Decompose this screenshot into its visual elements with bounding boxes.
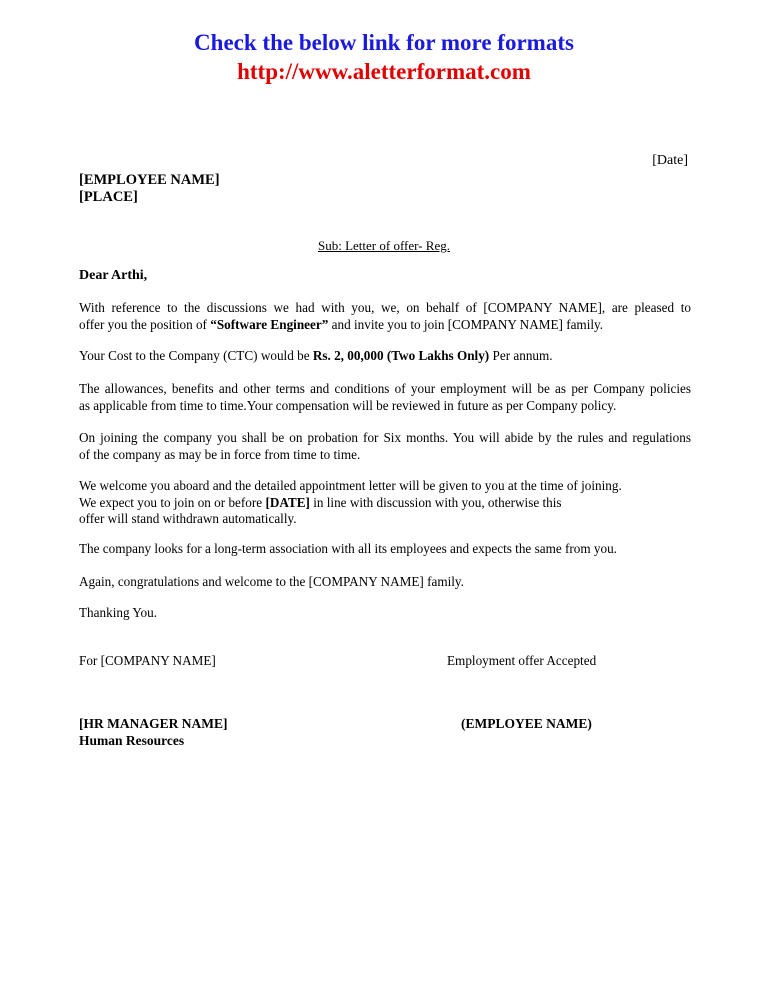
paragraph-line: of the company as may be in force from time to time. xyxy=(79,446,361,462)
paragraph-line xyxy=(79,495,622,512)
salutation: Dear Arthi, xyxy=(79,268,148,283)
paragraph-allowances xyxy=(79,381,691,414)
paragraph-welcome xyxy=(79,478,622,528)
paragraph-line: as applicable from time to time.Your compensation will be reviewed in future as per Company policy. xyxy=(79,397,617,413)
employee-name: [EMPLOYEE NAME] xyxy=(79,172,220,188)
closing-thanking: Thanking You. xyxy=(79,605,158,620)
for-company: For [COMPANY NAME] xyxy=(79,653,216,668)
text-run: in line with discussion with you, otherwise this xyxy=(309,494,562,510)
banner-title: Check the below link for more formats xyxy=(194,30,574,55)
paragraph-line: offer will stand withdrawn automatically. xyxy=(79,511,297,526)
paragraph-line: With reference to the discussions we had with you, we, on behalf of [COMPANY NAME], are pleased to xyxy=(79,300,691,315)
paragraph-line: The allowances, benefits and other terms and conditions of your employment will be as per Company policies xyxy=(79,381,691,396)
employee-signature: (EMPLOYEE NAME) xyxy=(461,716,592,731)
paragraph-line: We welcome you aboard and the detailed appointment letter will be given to you at the time of joining. xyxy=(79,478,622,493)
paragraph-line xyxy=(79,317,691,334)
letter-date: [Date] xyxy=(652,153,688,168)
paragraph-association: The company looks for a long-term association with all its employees and expects the same from you. xyxy=(79,541,617,556)
hr-manager-name: [HR MANAGER NAME] xyxy=(79,716,228,731)
ctc-amount: Rs. 2, 00,000 (Two Lakhs Only) xyxy=(312,348,490,363)
banner-link[interactable]: http://www.aletterformat.com xyxy=(237,59,531,84)
position-title: “Software Engineer” xyxy=(210,316,329,332)
letter-subject: Sub: Letter of offer- Reg. xyxy=(318,238,450,253)
text-run: Your Cost to the Company (CTC) would be xyxy=(79,348,313,363)
paragraph-offer xyxy=(79,300,691,333)
text-run: offer you the position of xyxy=(79,316,211,332)
text-run: and invite you to join [COMPANY NAME] family. xyxy=(328,316,604,332)
text-run: We expect you to join on or before xyxy=(79,494,266,510)
hr-department: Human Resources xyxy=(79,733,185,748)
paragraph-congratulations: Again, congratulations and welcome to the [COMPANY NAME] family. xyxy=(79,574,464,589)
paragraph-ctc xyxy=(79,348,553,365)
employee-place: [PLACE] xyxy=(79,189,138,205)
offer-accepted: Employment offer Accepted xyxy=(447,653,597,668)
paragraph-line: On joining the company you shall be on probation for Six months. You will abide by the rules and regulations xyxy=(79,430,691,445)
paragraph-probation xyxy=(79,430,691,463)
joining-date: [DATE] xyxy=(265,494,310,510)
text-run: Per annum. xyxy=(489,348,553,363)
